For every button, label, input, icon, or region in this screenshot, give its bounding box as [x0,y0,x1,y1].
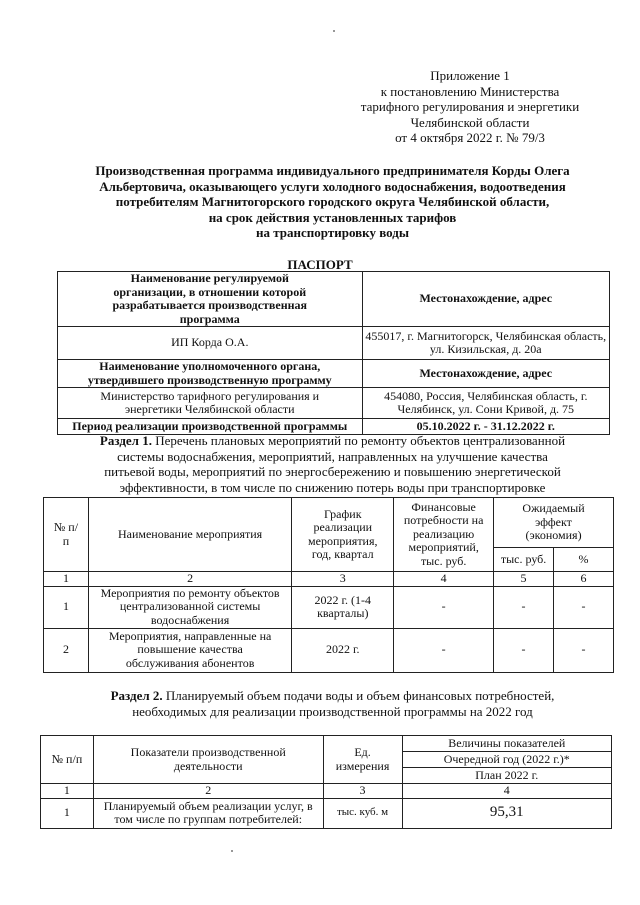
title-line: на срок действия установленных тарифов [208,209,457,225]
title-line: Альбертовича, оказывающего услуги холодного водоснабжения, водоотведения [99,178,566,194]
authority-header: Наименование уполномоченного органа, утвердившего производственную программу [58,360,363,388]
scan-speck [333,30,335,32]
section1-heading-line: питьевой воды, мероприятий по энергосбережению и повышению энергетической [104,464,561,479]
s1-row-schedule: 2022 г. (1-4 кварталы) [292,586,394,628]
org-header: Наименование регулируемой организации, в отношении которой разрабатывается производственная программа [58,272,363,327]
s1-row-effect-rub: - [494,628,554,672]
passport-table [57,271,610,435]
s1-col-num: № п/п [44,498,89,572]
s1-row-name: Мероприятия, направленные на повышение качества обслуживания абонентов [88,628,291,672]
section1-heading-line: эффективности, в том числе по снижению потерь воды при транспортировке [119,479,546,495]
s2-col-unit: Ед. измерения [323,736,402,784]
s2-col-current-year: Очередной год (2022 г.)* [402,752,611,768]
authority-location-header: Местонахождение, адрес [362,360,609,388]
table-row [44,628,614,672]
section2-label: Раздел 2. [110,688,163,703]
authority-address: 454080, Россия, Челябинская область, г. Челябинск, ул. Сони Кривой, д. 75 [362,388,609,419]
s1-row-schedule: 2022 г. [292,628,394,672]
section1-heading [40,433,625,495]
org-address: 455017, г. Магнитогорск, Челябинская область, ул. Кизильская, д. 20а [362,327,609,360]
s1-col-schedule: График реализации мероприятия, год, квартал [292,498,394,572]
section1-label: Раздел 1. [99,433,152,448]
appendix-line: тарифного регулирования и энергетики [360,99,580,114]
authority-name: Министерство тарифного регулирования и энергетики Челябинской области [58,388,363,419]
s1-colnum: 3 [292,572,394,587]
s1-row-num: 1 [44,586,89,628]
s1-colnum: 4 [394,572,494,587]
s2-row-indicator: Планируемый объем реализации услуг, в том числе по группам потребителей: [93,798,323,828]
s2-col-plan: План 2022 г. [402,768,611,784]
period-value: 05.10.2022 г. - 31.12.2022 г. [362,419,609,435]
table-row [41,798,612,828]
s2-colnum: 1 [41,784,94,799]
s2-row-unit: тыс. куб. м [323,798,402,828]
s1-col-effect: Ожидаемый эффект (экономия) [494,498,614,548]
section1-heading-line: системы водоснабжения, мероприятий, направленных на улучшение качества [117,448,548,464]
s1-row-finance: - [394,628,494,672]
s1-colnum: 1 [44,572,89,587]
table-row [44,586,614,628]
scan-speck [231,850,233,852]
s1-col-finance: Финансовые потребности на реализацию мероприятий, тыс. руб. [394,498,494,572]
section2-table [40,735,612,829]
location-header: Местонахождение, адрес [362,272,609,327]
s1-row-effect-pct: - [554,628,614,672]
s2-col-num: № п/п [41,736,94,784]
s2-row-num: 1 [41,798,94,828]
appendix-line: к постановлению Министерства [380,83,560,99]
s1-row-finance: - [394,586,494,628]
section2-heading-text: Планируемый объем подачи воды и объем финансовых потребностей, [165,688,555,703]
s1-row-name: Мероприятия по ремонту объектов централизованной системы водоснабжения [88,586,291,628]
s2-col-indicators: Показатели производственной деятельности [93,736,323,784]
s2-colnum: 2 [93,784,323,799]
s1-col-effect-pct: % [554,548,614,572]
s1-row-effect-pct: - [554,586,614,628]
s1-colnum: 2 [88,572,291,587]
appendix-line: Челябинской области [410,114,530,130]
s1-row-num: 2 [44,628,89,672]
section2-heading [40,688,625,719]
s1-colnum: 5 [494,572,554,587]
title-line: Производственная программа индивидуального предпринимателя Корды Олега [95,163,570,178]
org-name: ИП Корда О.А. [58,327,363,360]
s2-colnum: 3 [323,784,402,799]
s2-col-values: Величины показателей [402,736,611,752]
appendix-block [300,68,640,146]
appendix-line: от 4 октября 2022 г. № 79/3 [395,130,545,145]
document-title [40,163,625,241]
period-label: Период реализации производственной программы [58,419,363,435]
s2-colnum: 4 [402,784,611,799]
passport-heading: ПАСПОРТ [287,257,353,272]
section1-table [43,497,614,673]
section1-heading-line [40,433,625,449]
s1-col-name: Наименование мероприятия [88,498,291,572]
section2-heading-line [40,688,625,704]
section2-heading-line: необходимых для реализации производственной программы на 2022 год [132,703,533,719]
s1-col-effect-rub: тыс. руб. [494,548,554,572]
title-line: на транспортировку воды [256,225,409,240]
s1-colnum: 6 [554,572,614,587]
s1-row-effect-rub: - [494,586,554,628]
title-line: потребителям Магнитогорского городского округа Челябинской области, [115,194,550,209]
appendix-line: Приложение 1 [430,68,510,83]
section1-heading-text: Перечень плановых мероприятий по ремонту объектов централизованной [155,433,566,448]
s2-row-value: 95,31 [402,798,611,828]
